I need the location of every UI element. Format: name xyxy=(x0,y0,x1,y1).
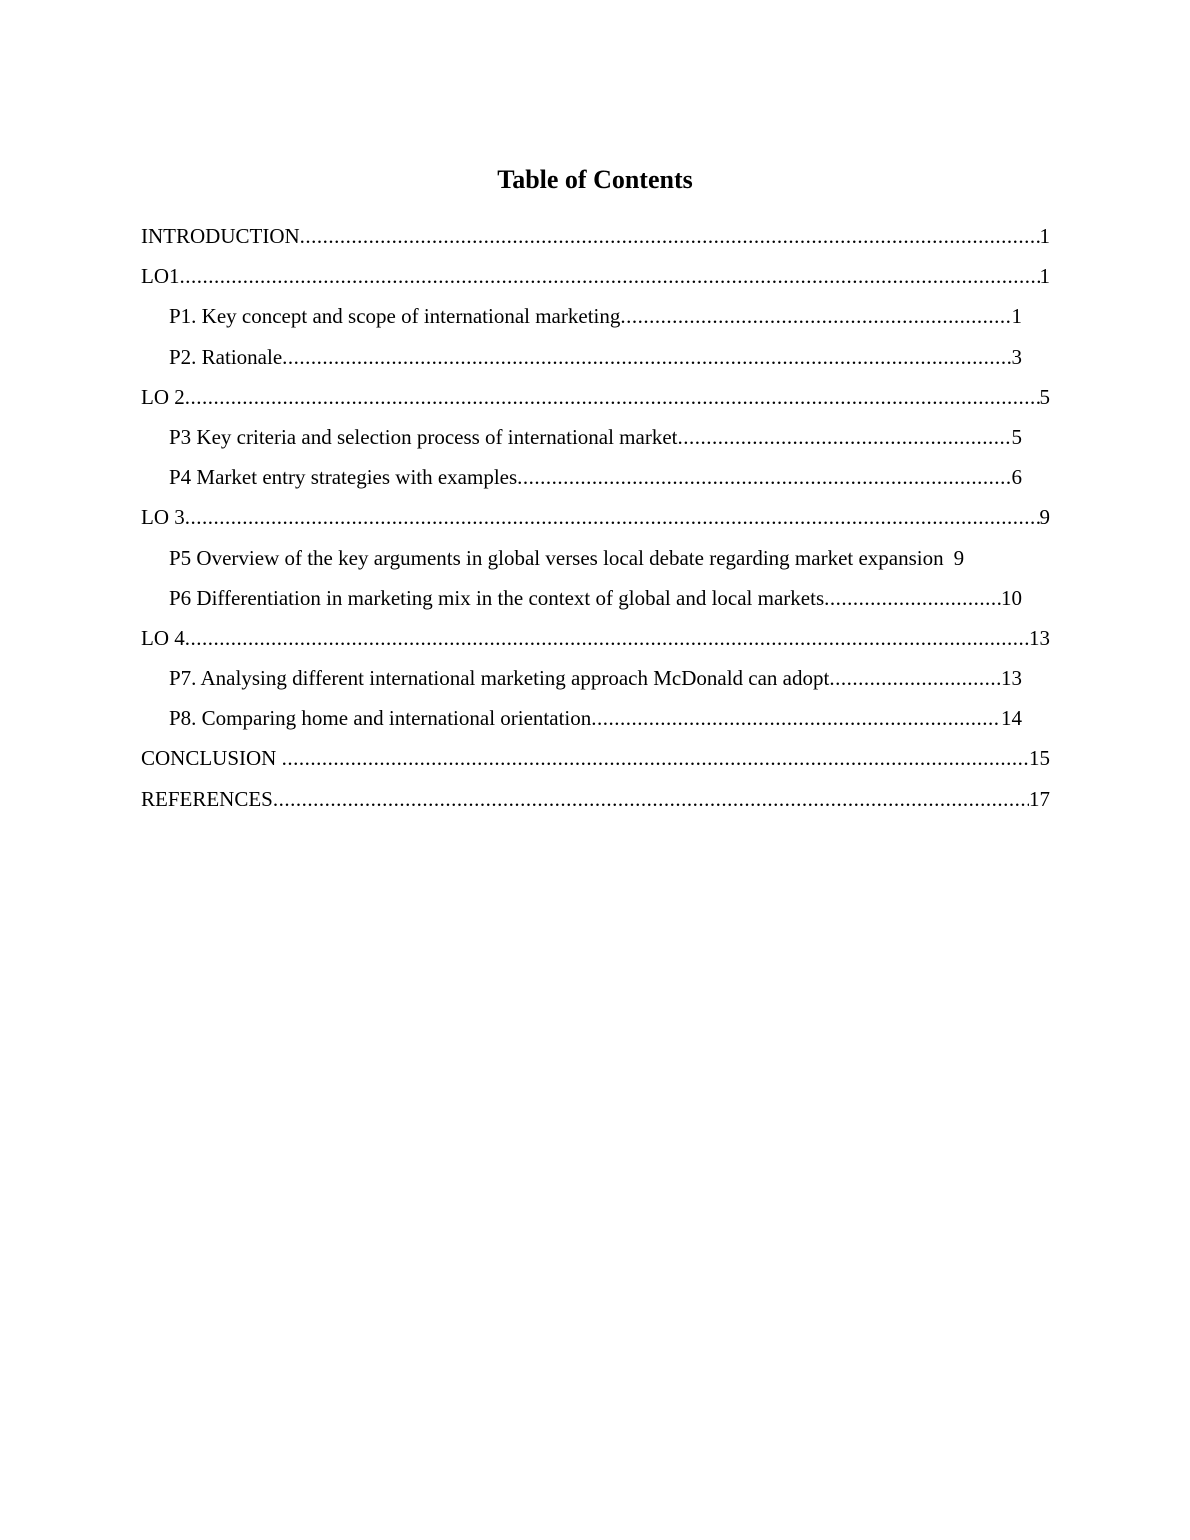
toc-entry-p7[interactable] xyxy=(169,658,1022,698)
toc-entry-label: P1. Key concept and scope of international marketing xyxy=(169,304,621,329)
dot-leader xyxy=(300,216,1040,256)
toc-entry-label: LO 2 xyxy=(141,384,185,409)
dot-leader xyxy=(185,618,1029,658)
toc-title: Table of Contents xyxy=(497,165,693,194)
dot-leader xyxy=(517,457,1011,497)
toc-entry-references[interactable] xyxy=(141,779,1050,819)
toc-entry-lo4[interactable] xyxy=(141,618,1050,658)
toc-entry-lo3[interactable] xyxy=(141,497,1050,537)
toc-entry-page-number: 6 xyxy=(1011,465,1022,490)
toc-entry-introduction[interactable] xyxy=(141,216,1050,256)
toc-entry-p5[interactable] xyxy=(169,538,1050,578)
dot-leader xyxy=(282,337,1011,377)
toc-entry-p6[interactable] xyxy=(169,578,1022,618)
toc-entry-lo2[interactable] xyxy=(141,377,1050,417)
toc-entry-label: P6 Differentiation in marketing mix in the context of global and local markets xyxy=(169,585,825,610)
toc-entry-label: LO 3 xyxy=(141,505,185,530)
toc-entry-lo1[interactable] xyxy=(141,256,1050,296)
toc-entry-page-number: 17 xyxy=(1029,786,1050,811)
toc-entry-label: REFERENCES xyxy=(141,786,273,811)
toc-entry-p1[interactable] xyxy=(169,296,1022,336)
toc-entry-label: P8. Comparing home and international orientation xyxy=(169,706,592,731)
toc-entry-label: LO1 xyxy=(141,264,180,289)
toc-entry-label: P3 Key criteria and selection process of international market xyxy=(169,424,678,449)
toc-entry-label: P5 Overview of the key arguments in global verses local debate regarding market expansion xyxy=(169,545,944,570)
dot-leader xyxy=(273,779,1029,819)
toc-entry-p8[interactable] xyxy=(169,698,1022,738)
toc-entry-page-number: 14 xyxy=(1001,706,1022,731)
toc-entry-p3[interactable] xyxy=(169,417,1022,457)
dot-leader xyxy=(282,738,1029,778)
dot-leader xyxy=(677,417,1011,457)
toc-entry-label: P4 Market entry strategies with examples xyxy=(169,465,518,490)
toc-entry-label: INTRODUCTION xyxy=(141,224,300,248)
dot-leader xyxy=(591,698,1001,738)
toc-entry-page-number: 9 xyxy=(1039,505,1050,530)
dot-leader xyxy=(180,256,1040,296)
toc-entry-page-number: 10 xyxy=(1001,585,1022,610)
dot-leader xyxy=(620,296,1011,336)
toc-entry-page-number: 15 xyxy=(1029,746,1050,771)
dot-leader xyxy=(185,377,1040,417)
toc-entry-label: P7. Analysing different international marketing approach McDonald can adopt xyxy=(169,666,830,691)
toc-entry-label: LO 4 xyxy=(141,625,185,650)
dot-leader xyxy=(829,658,1001,698)
dot-leader xyxy=(824,578,1001,618)
toc-entry-page-number: 9 xyxy=(953,545,965,570)
toc-entry-p2[interactable] xyxy=(169,337,1022,377)
toc-entry-page-number: 5 xyxy=(1039,384,1050,409)
toc-entry-page-number: 1 xyxy=(1011,304,1022,329)
toc-list xyxy=(141,216,1050,819)
toc-entry-page-number: 3 xyxy=(1011,344,1022,369)
toc-entry-label: P2. Rationale xyxy=(169,344,283,369)
toc-entry-page-number: 13 xyxy=(1029,625,1050,650)
toc-entry-page-number: 13 xyxy=(1001,666,1022,691)
toc-entry-page-number: 1 xyxy=(1039,264,1050,289)
toc-entry-p4[interactable] xyxy=(169,457,1022,497)
dot-leader xyxy=(185,497,1040,537)
toc-entry-label: CONCLUSION xyxy=(141,746,282,771)
toc-entry-page-number: 1 xyxy=(1039,224,1050,248)
toc-entry-conclusion[interactable] xyxy=(141,738,1050,778)
toc-entry-page-number: 5 xyxy=(1011,424,1022,449)
